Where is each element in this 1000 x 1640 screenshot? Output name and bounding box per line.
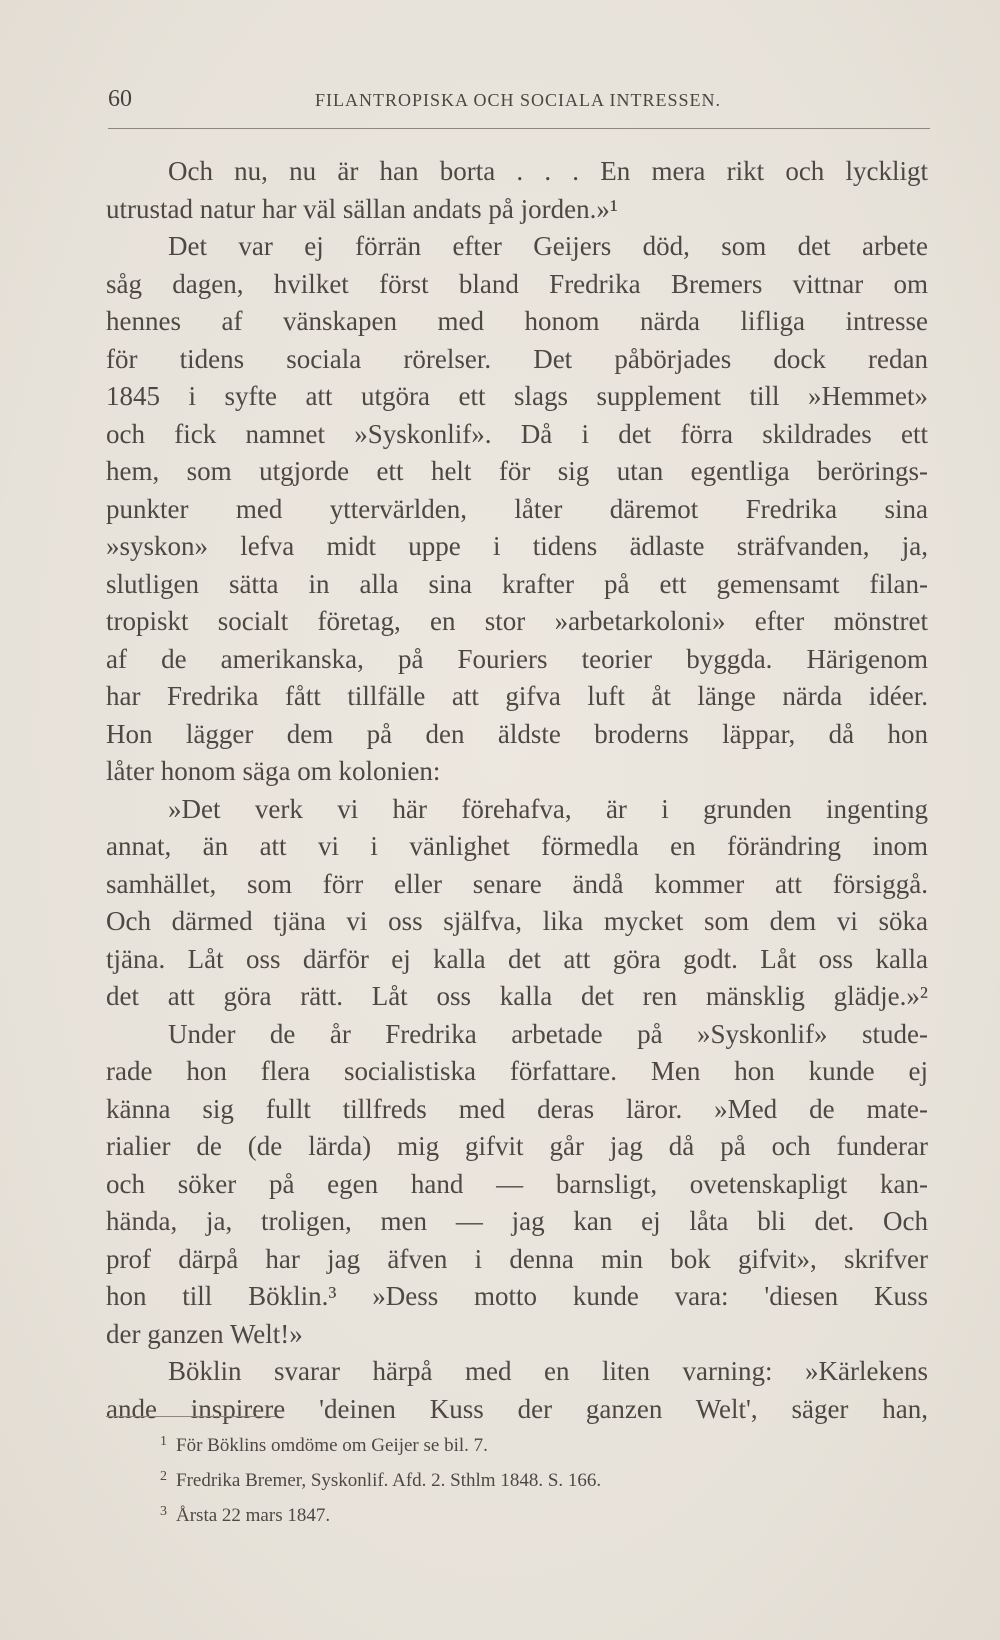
footnote-mark: 2	[160, 1469, 167, 1484]
text-line: Och nu, nu är han borta . . . En mera rikt och lyckligt	[168, 156, 928, 186]
footnote-rule	[106, 1416, 276, 1417]
text-line: Böklin svarar härpå med en liten varning: »Kärlekens	[168, 1356, 928, 1386]
text-line: Det var ej förrän efter Geijers död, som det arbete	[168, 231, 928, 261]
page-header	[108, 86, 928, 116]
text-line: Under de år Fredrika arbetade på »Syskonlif» stude-	[168, 1018, 928, 1049]
text-line: slutligen sätta in alla sina krafter på ett gemensamt filan-	[106, 568, 928, 599]
text-line: punkter med yttervärlden, låter däremot Fredrika sina	[106, 493, 928, 524]
footnote	[160, 1461, 920, 1496]
page-number: 60	[108, 86, 132, 112]
text-line: låter honom säga om kolonien:	[106, 756, 441, 786]
text-line: Och därmed tjäna vi oss själfva, lika mycket som dem vi söka	[106, 906, 928, 936]
text-line: det att göra rätt. Låt oss kalla det ren mänsklig glädje.»²	[106, 981, 928, 1011]
text-line: ande inspirere 'deinen Kuss der ganzen Welt', säger han,	[106, 1393, 928, 1424]
text-line: och söker på egen hand — barnsligt, ovetenskapligt kan-	[106, 1168, 928, 1199]
text-line: för tidens sociala rörelser. Det påbörjades dock redan	[106, 343, 928, 374]
text-line: hon till Böklin.³ »Dess motto kunde vara: 'diesen Kuss	[106, 1281, 928, 1311]
footnote-text: För Böklins omdöme om Geijer se bil. 7.	[176, 1435, 488, 1456]
text-line: såg dagen, hvilket först bland Fredrika Bremers vittnar om	[106, 268, 928, 299]
footnote-mark: 3	[160, 1504, 167, 1519]
body-text	[106, 153, 928, 1428]
footnote-text: Fredrika Bremer, Syskonlif. Afd. 2. Sthlm 1848. S. 166.	[176, 1470, 602, 1491]
footnote-mark: 1	[160, 1434, 167, 1449]
text-line: »syskon» lefva midt uppe i tidens ädlaste sträfvanden, ja,	[106, 531, 928, 561]
footnotes	[160, 1426, 920, 1531]
text-line: har Fredrika fått tillfälle att gifva luft åt länge närda idéer.	[106, 681, 928, 711]
text-line: och fick namnet »Syskonlif». Då i det förra skildrades ett	[106, 418, 928, 449]
text-line: 1845 i syfte att utgöra ett slags supplement till »Hemmet»	[106, 381, 928, 411]
text-line: hennes af vänskapen med honom närda lifliga intresse	[106, 306, 928, 336]
text-line: »Det verk vi här förehafva, är i grunden ingenting	[168, 793, 928, 824]
footnote	[160, 1496, 920, 1531]
footnote	[160, 1426, 920, 1461]
text-line: af de amerikanska, på Fouriers teorier byggda. Härigenom	[106, 643, 928, 674]
running-head: FILANTROPISKA OCH SOCIALA INTRESSEN.	[314, 90, 722, 110]
text-line: rialier de (de lärda) mig gifvit går jag då på och funderar	[106, 1131, 928, 1161]
text-line: Hon lägger dem på den äldste broderns läppar, då hon	[106, 718, 928, 749]
text-line: hända, ja, troligen, men — jag kan ej låta bli det. Och	[106, 1206, 928, 1236]
text-line: prof därpå har jag äfven i denna min bok gifvit», skrifver	[106, 1243, 928, 1274]
text-line: hem, som utgjorde ett helt för sig utan egentliga berörings-	[106, 456, 928, 486]
text-line: der ganzen Welt!»	[106, 1318, 303, 1349]
text-line: utrustad natur har väl sällan andats på jorden.»¹	[106, 193, 618, 224]
footnote-text: Årsta 22 mars 1847.	[176, 1505, 331, 1526]
text-line: samhället, som förr eller senare ändå kommer att försiggå.	[106, 868, 928, 899]
text-line: rade hon flera socialistiska författare. Men hon kunde ej	[106, 1056, 928, 1086]
header-rule	[108, 128, 930, 129]
text-line: känna sig fullt tillfreds med deras läror. »Med de mate-	[106, 1093, 928, 1124]
text-line: annat, än att vi i vänlighet förmedla en förändring inom	[106, 831, 928, 861]
text-line: tjäna. Låt oss därför ej kalla det att göra godt. Låt oss kalla	[106, 943, 928, 974]
text-line: tropiskt socialt företag, en stor »arbetarkoloni» efter mönstret	[106, 606, 928, 636]
